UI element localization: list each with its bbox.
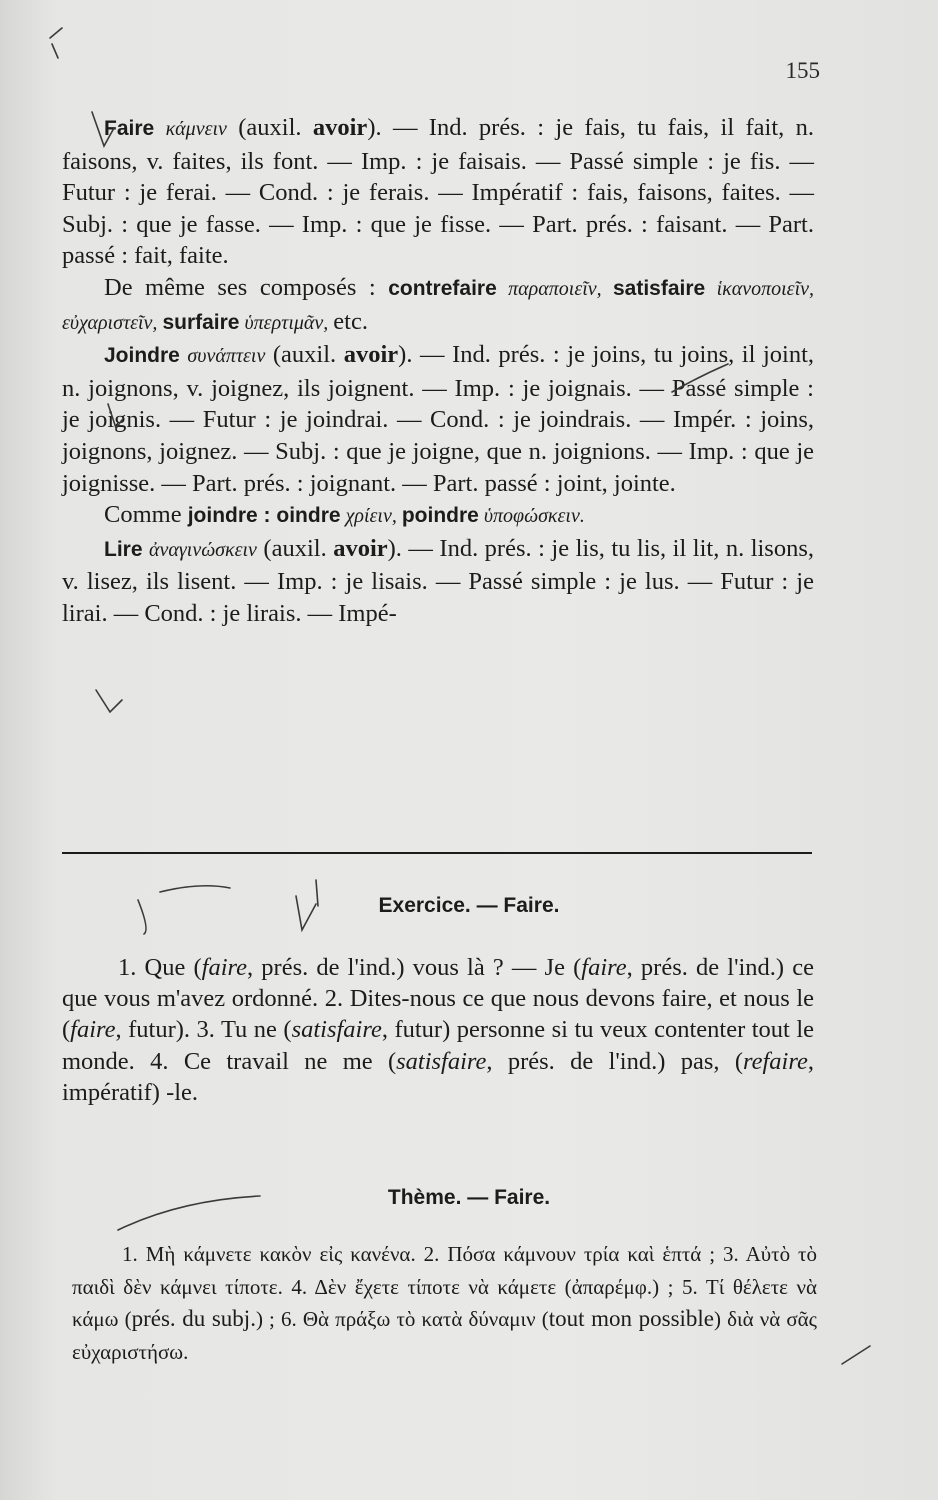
ex-seg-5: , prés. de l'ind.) ce que vous m'avez ordonné. 2. Dites-nous ce que nous devons faire, et nous le ( bbox=[62, 954, 814, 1044]
faire-greek: κάμνειν bbox=[165, 118, 227, 140]
joindre-paragraph bbox=[62, 339, 814, 499]
ex-seg-1: 1. Que ( bbox=[118, 954, 202, 981]
ex-seg-10: satisfaire bbox=[396, 1047, 487, 1075]
compound-contrefaire-greek: παραποιεῖν, bbox=[496, 277, 613, 300]
ex-seg-6: faire bbox=[70, 1016, 116, 1044]
compound-satisfaire: satisfaire bbox=[612, 276, 706, 300]
compound-surfaire: surfaire bbox=[162, 310, 240, 334]
like-oindre-greek: χρίειν, bbox=[340, 505, 402, 528]
lire-forms: ). — Ind. prés. : je lis, tu lis, il lit, n. lisons, v. lisez, ils lisent. — Imp. : je lisais. — Passé simple : je lus. — Futur : je lirai. — Cond. : je lirais. — Impé- bbox=[62, 534, 814, 627]
theme-paragraph bbox=[72, 1238, 817, 1368]
ex-seg-4: faire bbox=[581, 954, 627, 981]
like-poindre-greek: ὑποφώσκειν. bbox=[478, 505, 585, 528]
pencil-mark-right bbox=[842, 1346, 870, 1364]
faire-aux: avoir bbox=[312, 114, 368, 141]
theme-seg-1: 1. Μὴ κάμνετε κακὸν εἰς κανένα. 2. Πόσα κάμνουν τρία καὶ ἑπτά ; 3. Αὐτὸ τὸ παιδὶ δὲν κάμνει τίποτε. 4. Δὲν ἔχετε τίποτε νὰ κάμετε (ἀπαρέμφ.) ; 5. Τί θέλετε νὰ κάμω ( bbox=[72, 1242, 817, 1331]
lire-aux: avoir bbox=[333, 534, 388, 562]
theme-seg-2: prés. du subj. bbox=[131, 1306, 256, 1331]
ex-seg-13: , impératif) -le. bbox=[62, 1047, 814, 1106]
faire-aux-open: (auxil. bbox=[226, 114, 313, 141]
like-oindre: joindre : oindre bbox=[187, 504, 341, 528]
joindre-like-paragraph bbox=[62, 499, 814, 533]
joindre-headword: Joindre bbox=[104, 344, 180, 368]
page-number: 155 bbox=[785, 58, 820, 83]
conjugation-section bbox=[62, 112, 814, 630]
ex-seg-8: satisfaire bbox=[291, 1016, 382, 1044]
ex-seg-11: , prés. de l'ind.) pas, ( bbox=[486, 1047, 743, 1075]
theme-section bbox=[72, 1238, 817, 1368]
section-divider bbox=[62, 852, 812, 854]
faire-headword: Faire bbox=[104, 117, 155, 140]
ex-seg-12: refaire bbox=[742, 1047, 808, 1075]
exercise-title: Exercice. — Faire. bbox=[378, 894, 560, 917]
compound-satisfaire-greek: ἱκανοποιεῖν, εὐχαριστεῖν, bbox=[62, 277, 814, 334]
joindre-forms: ). — Ind. prés. : je joins, tu joins, il joint, n. joignons, v. joignez, ils joignent. — Imp. : je joignais. — Passé simple : je joignis. — Futur : je joindrai. — Cond. : je joindrais. — Impér. : joins, joignons, joignez. — Subj. : que je joigne, que n. joignions. — Imp. : que je joignisse. — Part. prés. : joignant. — Part. passé : joint, jointe. bbox=[62, 341, 814, 497]
lire-paragraph bbox=[62, 533, 814, 630]
compounds-lead: De même ses composés : bbox=[104, 273, 389, 301]
theme-seg-5: ) διὰ νὰ σᾶς εὐχαριστήσω. bbox=[72, 1307, 817, 1364]
theme-title: Thème. — Faire. bbox=[387, 1186, 551, 1209]
theme-seg-4: tout mon possible bbox=[548, 1306, 715, 1331]
ex-seg-2: faire bbox=[201, 954, 248, 981]
compound-contrefaire: contrefaire bbox=[388, 276, 497, 300]
pencil-check-lire bbox=[96, 690, 122, 712]
faire-paragraph bbox=[62, 112, 814, 272]
joindre-aux: avoir bbox=[343, 341, 399, 369]
lire-headword: Lire bbox=[104, 537, 143, 561]
like-lead: Comme bbox=[104, 501, 188, 529]
ex-seg-7: , futur). 3. Tu ne ( bbox=[115, 1016, 292, 1044]
pencil-mark-corner bbox=[50, 28, 62, 58]
compound-surfaire-greek: ὑπερτιμᾶν, bbox=[239, 311, 334, 334]
joindre-greek: συνάπτειν bbox=[187, 345, 266, 368]
theme-seg-3: ) ; 6. Θὰ πράξω τὸ κατὰ δύναμιν ( bbox=[255, 1307, 549, 1331]
lire-aux-open: (auxil. bbox=[256, 534, 334, 562]
faire-forms: ). — Ind. prés. : je fais, tu fais, il fait, n. faisons, v. faites, ils font. — Imp. : je faisais. — Passé simple : je fis. — Futur : je ferai. — Cond. : je ferais. — Impératif : fais, faisons, faites. — Subj. : que je fasse. — Imp. : que je fisse. — Part. prés. : faisant. — Part. passé : fait, faite. bbox=[62, 114, 814, 270]
lire-greek: ἀναγινώσκειν bbox=[149, 538, 257, 561]
joindre-aux-open: (auxil. bbox=[265, 341, 344, 369]
like-poindre: poindre bbox=[401, 504, 479, 528]
exercise-section bbox=[62, 952, 814, 1108]
ex-seg-9: , futur) personne si tu veux contenter tout le monde. 4. Ce travail ne me ( bbox=[62, 1016, 815, 1075]
ex-seg-3: , prés. de l'ind.) vous là ? — Je ( bbox=[247, 954, 582, 981]
compounds-tail: etc. bbox=[333, 307, 368, 335]
exercise-paragraph bbox=[62, 952, 814, 1108]
faire-compounds-paragraph bbox=[62, 272, 814, 339]
